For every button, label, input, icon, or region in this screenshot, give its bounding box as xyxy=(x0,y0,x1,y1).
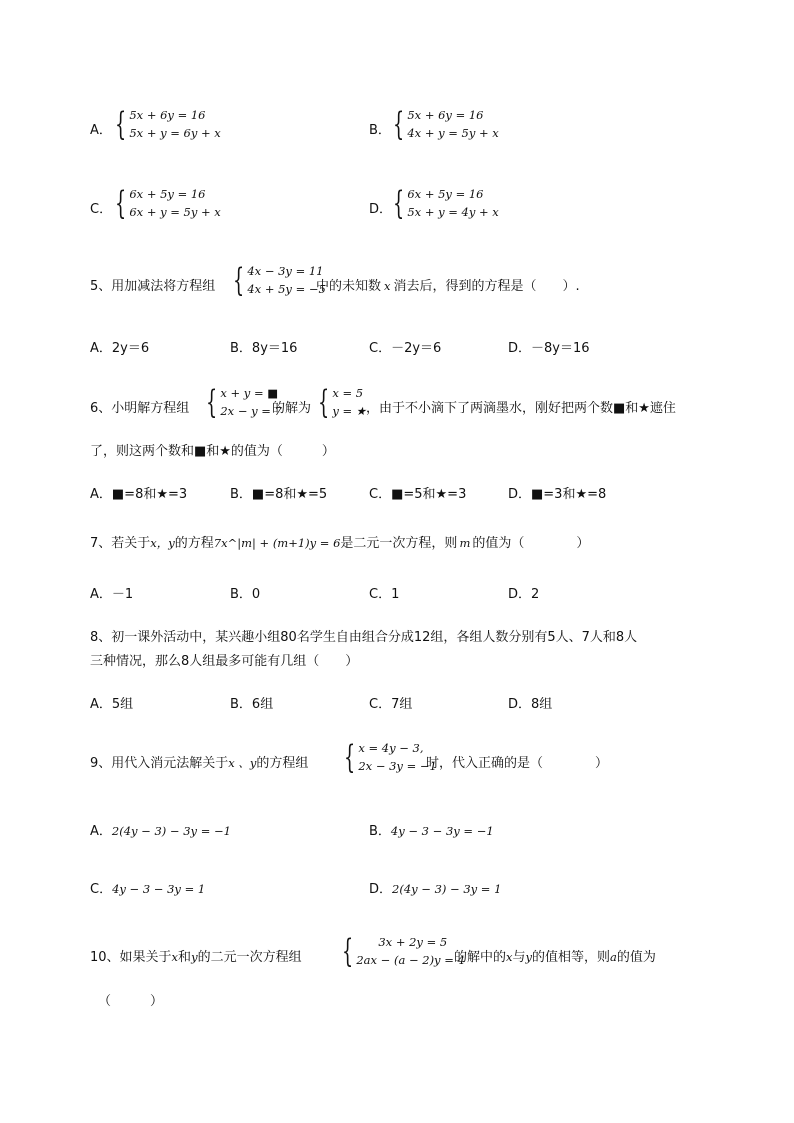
equation-system: { 6x + 5y = 16 5x + y = 4y + x xyxy=(393,184,499,222)
q7-text: 7、若关于x，y的方程7x^|m| + (m+1)y = 6是二元一次方程，则 m 的值为（ ） xyxy=(90,536,590,551)
equation-2: 4x + y = 5y + x xyxy=(407,126,499,140)
q10-line2: （ ） xyxy=(98,994,164,1009)
q6-line2: 了，则这两个数和■和★的值为（ ） xyxy=(90,444,335,459)
q8-option-c: C．7组 xyxy=(369,697,413,712)
equation-1: 5x + 6y = 16 xyxy=(407,108,484,122)
equation-2: 2x − 3y = −1 xyxy=(358,759,437,773)
q10-suffix: 的解中的x与y的值相等，则a的值为 xyxy=(454,950,656,965)
equation-1: 3x + 2y = 5 xyxy=(378,935,448,949)
q9-suffix: 时，代入正确的是（ ） xyxy=(426,756,609,771)
equation-1: x = 4y − 3, xyxy=(358,741,424,755)
equation-2: 4x + 5y = −5 xyxy=(247,282,326,296)
q6-mid: 的解为 xyxy=(272,401,312,416)
variables: x，y xyxy=(150,536,175,550)
variable-x: x xyxy=(384,279,391,293)
q10-prefix: 10、如果关于x和y的二元一次方程组 xyxy=(90,950,302,965)
q9-prefix: 9、用代入消元法解关于x 、y的方程组 xyxy=(90,756,309,771)
equation-system: { 3x + 2y = 5 2ax − (a − 2)y = 4 xyxy=(342,932,465,970)
q5-mid: 中的未知数 x 消去后，得到的方程是（ ）. xyxy=(316,279,580,294)
equation-1: x + y = ■ xyxy=(220,386,279,400)
equation-2: 2x − y = 7 xyxy=(220,404,282,418)
equation-system: { 5x + 6y = 16 4x + y = 5y + x xyxy=(393,105,499,143)
variable-m: m xyxy=(459,536,471,550)
q9-option-b: B．4y − 3 − 3y = −1 xyxy=(369,824,494,839)
variables: x 、y xyxy=(228,756,257,770)
q9-option-c: C．4y − 3 − 3y = 1 xyxy=(90,882,206,897)
equation-1: 6x + 5y = 16 xyxy=(407,187,484,201)
equation-2: 6x + y = 5y + x xyxy=(129,205,221,219)
q8-line2: 三种情况，那么8人组最多可能有几组（ ） xyxy=(90,654,359,669)
q6-prefix: 6、小明解方程组 xyxy=(90,401,190,416)
q6-option-a: A．■=8和★=3 xyxy=(90,487,188,502)
q8-line1: 8、初一课外活动中，某兴趣小组80名学生自由组合分成12组，各组人数分别有5人、7人和8人 xyxy=(90,630,638,645)
equation-2: 5x + y = 6y + x xyxy=(129,126,221,140)
q7-option-c: C．1 xyxy=(369,587,400,602)
equation-1: 6x + 5y = 16 xyxy=(129,187,206,201)
q6-option-c: C．■=5和★=3 xyxy=(369,487,467,502)
solution-1: x = 5 xyxy=(332,386,364,400)
q7-option-a: A．－1 xyxy=(90,587,134,602)
q5-prefix: 5、用加减法将方程组 xyxy=(90,279,216,294)
q7-option-d: D．2 xyxy=(508,587,540,602)
option-label: C． xyxy=(90,202,113,217)
equation-system: { 4x − 3y = 11 4x + 5y = −5 xyxy=(233,261,326,299)
q5-option-b: B．8y＝16 xyxy=(230,341,298,356)
q6-suffix: ，由于不小滴下了两滴墨水，刚好把两个数■和★遮住 xyxy=(366,401,676,416)
equation-system: { x = 4y − 3, 2x − 3y = −1 xyxy=(344,738,437,776)
q9-option-d: D．2(4y − 3) − 3y = 1 xyxy=(369,882,502,897)
equation-1: 4x − 3y = 11 xyxy=(247,264,324,278)
q5-option-a: A．2y＝6 xyxy=(90,341,150,356)
q6-option-d: D．■=3和★=8 xyxy=(508,487,607,502)
q9-option-a: A．2(4y − 3) − 3y = −1 xyxy=(90,824,231,839)
q7-equation: 7x^|m| + (m+1)y = 6 xyxy=(213,536,341,550)
q5-option-d: D．－8y＝16 xyxy=(508,341,590,356)
solution-2: y = ★ xyxy=(332,404,367,418)
equation-2: 2ax − (a − 2)y = 4 xyxy=(356,953,465,967)
equation-system: { x + y = ■ 2x − y = 7 xyxy=(206,383,282,421)
q8-option-d: D．8组 xyxy=(508,697,553,712)
option-label: A． xyxy=(90,123,112,138)
option-label: D． xyxy=(369,202,393,217)
equation-system: { 5x + 6y = 16 5x + y = 6y + x xyxy=(115,105,221,143)
q8-option-b: B．6组 xyxy=(230,697,274,712)
q6-option-b: B．■=8和★=5 xyxy=(230,487,328,502)
q5-option-c: C．－2y＝6 xyxy=(369,341,442,356)
q7-option-b: B．0 xyxy=(230,587,261,602)
q8-option-a: A．5组 xyxy=(90,697,134,712)
equation-1: 5x + 6y = 16 xyxy=(129,108,206,122)
option-label: B． xyxy=(369,123,391,138)
solution-system: { x = 5 y = ★ xyxy=(318,383,367,421)
equation-2: 5x + y = 4y + x xyxy=(407,205,499,219)
equation-system: { 6x + 5y = 16 6x + y = 5y + x xyxy=(115,184,221,222)
